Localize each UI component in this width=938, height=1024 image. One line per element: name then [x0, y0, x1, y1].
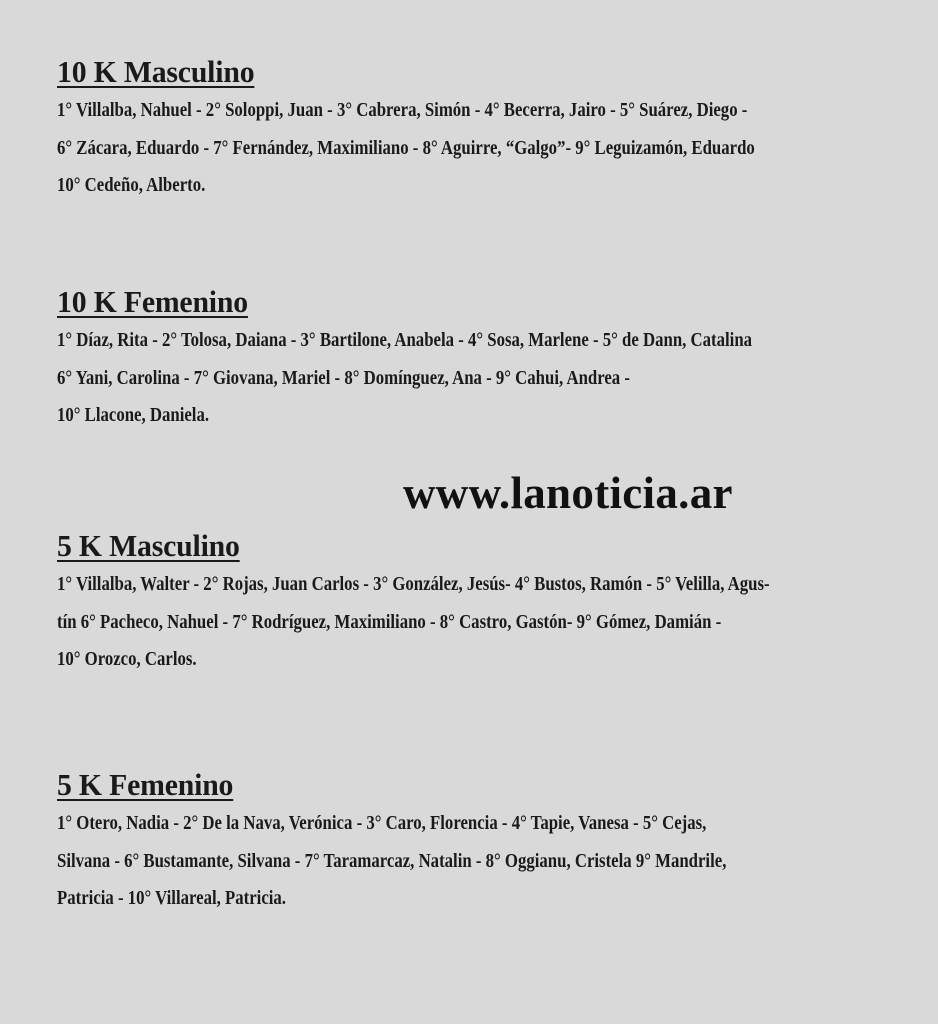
results-line: Patricia - 10° Villareal, Patricia.	[57, 888, 287, 909]
section-heading: 5 K Masculino	[57, 528, 240, 563]
results-line: Silvana - 6° Bustamante, Silvana - 7° Taramarcaz, Natalin - 8° Oggianu, Cristela 9° Mandrile,	[57, 850, 727, 872]
results-line: 1° Díaz, Rita - 2° Tolosa, Daiana - 3° Bartilone, Anabela - 4° Sosa, Marlene - 5° de Dann, Catalina	[57, 330, 753, 351]
section-10k-masculino	[57, 54, 897, 205]
section-5k-masculino	[57, 528, 897, 679]
website-watermark: www.lanoticia.ar	[403, 468, 733, 518]
results-line: 1° Otero, Nadia - 2° De la Nava, Verónica - 3° Caro, Florencia - 4° Tapie, Vanesa - 5° Cejas,	[57, 813, 707, 834]
results-line: 10° Llacone, Daniela.	[57, 405, 210, 426]
section-5k-femenino	[57, 767, 897, 918]
section-10k-femenino	[57, 284, 897, 435]
results-line: 10° Orozco, Carlos.	[57, 649, 197, 670]
section-heading: 10 K Masculino	[57, 54, 255, 89]
results-line: 6° Zácara, Eduardo - 7° Fernández, Maximiliano - 8° Aguirre, “Galgo”- 9° Leguizamón, Eduardo	[57, 137, 755, 159]
section-heading: 5 K Femenino	[57, 767, 234, 802]
results-line: 1° Villalba, Walter - 2° Rojas, Juan Carlos - 3° González, Jesús- 4° Bustos, Ramón - 5° Velilla, Agus-	[57, 574, 770, 595]
results-line: tín 6° Pacheco, Nahuel - 7° Rodríguez, Maximiliano - 8° Castro, Gastón- 9° Gómez, Damián -	[57, 611, 722, 633]
results-line: 10° Cedeño, Alberto.	[57, 175, 206, 196]
results-line: 1° Villalba, Nahuel - 2° Soloppi, Juan - 3° Cabrera, Simón - 4° Becerra, Jairo - 5° Suárez, Diego -	[57, 100, 748, 121]
section-heading: 10 K Femenino	[57, 284, 248, 319]
results-line: 6° Yani, Carolina - 7° Giovana, Mariel - 8° Domínguez, Ana - 9° Cahui, Andrea -	[57, 367, 630, 389]
